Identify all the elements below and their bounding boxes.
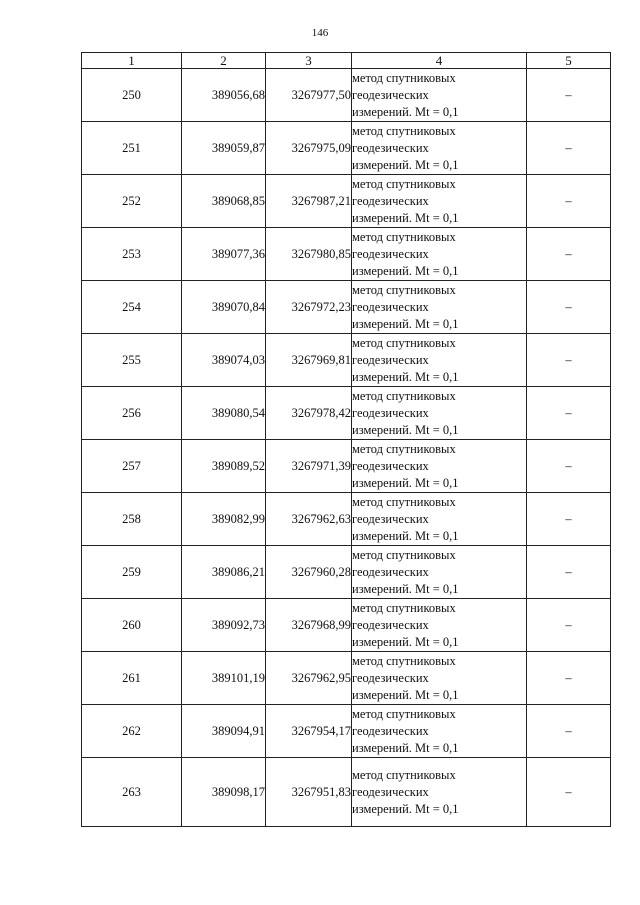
x-coordinate-cell: 389068,85 bbox=[182, 175, 266, 228]
method-cell bbox=[352, 228, 527, 281]
point-number-cell: 260 bbox=[82, 599, 182, 652]
x-coordinate-cell: 389070,84 bbox=[182, 281, 266, 334]
y-coordinate-cell: 3267951,83 bbox=[266, 758, 352, 827]
point-number-cell: 252 bbox=[82, 175, 182, 228]
y-coordinate-cell: 3267971,39 bbox=[266, 440, 352, 493]
table-header-row bbox=[82, 53, 611, 69]
table-row bbox=[82, 122, 611, 175]
x-coordinate-cell: 389089,52 bbox=[182, 440, 266, 493]
method-cell bbox=[352, 599, 527, 652]
x-coordinate-cell: 389082,99 bbox=[182, 493, 266, 546]
y-coordinate-cell: 3267978,42 bbox=[266, 387, 352, 440]
note-cell: – bbox=[527, 122, 611, 175]
method-line: метод спутниковых bbox=[352, 123, 456, 138]
coordinates-table bbox=[81, 52, 611, 827]
page-number: 146 bbox=[311, 27, 329, 39]
method-line: геодезических bbox=[352, 405, 429, 420]
note-cell: – bbox=[527, 387, 611, 440]
note-cell: – bbox=[527, 652, 611, 705]
y-coordinate-cell: 3267962,63 bbox=[266, 493, 352, 546]
method-line: геодезических bbox=[352, 723, 429, 738]
x-coordinate-cell: 389098,17 bbox=[182, 758, 266, 827]
method-cell bbox=[352, 705, 527, 758]
table-row bbox=[82, 440, 611, 493]
method-line: метод спутниковых bbox=[352, 767, 456, 782]
method-line: геодезических bbox=[352, 564, 429, 579]
method-line: геодезических bbox=[352, 617, 429, 632]
note-cell: – bbox=[527, 599, 611, 652]
method-line: измерений. Mt = 0,1 bbox=[352, 475, 459, 490]
note-cell: – bbox=[527, 69, 611, 122]
table-row bbox=[82, 281, 611, 334]
method-line: геодезических bbox=[352, 784, 429, 799]
y-coordinate-cell: 3267987,21 bbox=[266, 175, 352, 228]
method-line: измерений. Mt = 0,1 bbox=[352, 581, 459, 596]
table-row bbox=[82, 228, 611, 281]
method-line: измерений. Mt = 0,1 bbox=[352, 687, 459, 702]
method-line: метод спутниковых bbox=[352, 229, 456, 244]
method-line: измерений. Mt = 0,1 bbox=[352, 528, 459, 543]
y-coordinate-cell: 3267977,50 bbox=[266, 69, 352, 122]
method-cell bbox=[352, 281, 527, 334]
point-number-cell: 250 bbox=[82, 69, 182, 122]
note-cell: – bbox=[527, 705, 611, 758]
note-cell: – bbox=[527, 175, 611, 228]
table-row bbox=[82, 493, 611, 546]
method-line: геодезических bbox=[352, 511, 429, 526]
table-row bbox=[82, 387, 611, 440]
method-line: метод спутниковых bbox=[352, 176, 456, 191]
y-coordinate-cell: 3267975,09 bbox=[266, 122, 352, 175]
point-number-cell: 259 bbox=[82, 546, 182, 599]
method-line: метод спутниковых bbox=[352, 547, 456, 562]
point-number-cell: 261 bbox=[82, 652, 182, 705]
header-cell-2: 2 bbox=[182, 53, 266, 69]
note-cell: – bbox=[527, 334, 611, 387]
method-line: измерений. Mt = 0,1 bbox=[352, 634, 459, 649]
y-coordinate-cell: 3267960,28 bbox=[266, 546, 352, 599]
x-coordinate-cell: 389077,36 bbox=[182, 228, 266, 281]
method-line: метод спутниковых bbox=[352, 653, 456, 668]
method-line: метод спутниковых bbox=[352, 600, 456, 615]
method-line: метод спутниковых bbox=[352, 706, 456, 721]
method-line: геодезических bbox=[352, 87, 429, 102]
table-row bbox=[82, 599, 611, 652]
y-coordinate-cell: 3267969,81 bbox=[266, 334, 352, 387]
method-line: измерений. Mt = 0,1 bbox=[352, 740, 459, 755]
y-coordinate-cell: 3267962,95 bbox=[266, 652, 352, 705]
table-row bbox=[82, 69, 611, 122]
method-line: геодезических bbox=[352, 140, 429, 155]
method-cell bbox=[352, 387, 527, 440]
method-cell bbox=[352, 69, 527, 122]
x-coordinate-cell: 389094,91 bbox=[182, 705, 266, 758]
note-cell: – bbox=[527, 493, 611, 546]
method-cell bbox=[352, 122, 527, 175]
method-cell bbox=[352, 493, 527, 546]
method-line: геодезических bbox=[352, 670, 429, 685]
table-row bbox=[82, 652, 611, 705]
method-cell bbox=[352, 334, 527, 387]
point-number-cell: 263 bbox=[82, 758, 182, 827]
y-coordinate-cell: 3267954,17 bbox=[266, 705, 352, 758]
note-cell: – bbox=[527, 758, 611, 827]
method-line: геодезических bbox=[352, 193, 429, 208]
point-number-cell: 257 bbox=[82, 440, 182, 493]
note-cell: – bbox=[527, 546, 611, 599]
method-line: геодезических bbox=[352, 299, 429, 314]
header-cell-5: 5 bbox=[527, 53, 611, 69]
method-line: метод спутниковых bbox=[352, 282, 456, 297]
header-cell-4: 4 bbox=[352, 53, 527, 69]
table-row bbox=[82, 546, 611, 599]
y-coordinate-cell: 3267968,99 bbox=[266, 599, 352, 652]
table-row bbox=[82, 705, 611, 758]
method-line: измерений. Mt = 0,1 bbox=[352, 316, 459, 331]
x-coordinate-cell: 389101,19 bbox=[182, 652, 266, 705]
point-number-cell: 253 bbox=[82, 228, 182, 281]
y-coordinate-cell: 3267980,85 bbox=[266, 228, 352, 281]
table-row bbox=[82, 175, 611, 228]
method-line: метод спутниковых bbox=[352, 441, 456, 456]
header-cell-3: 3 bbox=[266, 53, 352, 69]
method-line: измерений. Mt = 0,1 bbox=[352, 104, 459, 119]
x-coordinate-cell: 389086,21 bbox=[182, 546, 266, 599]
method-line: измерений. Mt = 0,1 bbox=[352, 422, 459, 437]
method-line: измерений. Mt = 0,1 bbox=[352, 210, 459, 225]
table-row bbox=[82, 758, 611, 827]
method-line: геодезических bbox=[352, 458, 429, 473]
x-coordinate-cell: 389074,03 bbox=[182, 334, 266, 387]
method-cell bbox=[352, 546, 527, 599]
x-coordinate-cell: 389059,87 bbox=[182, 122, 266, 175]
method-line: метод спутниковых bbox=[352, 494, 456, 509]
method-line: измерений. Mt = 0,1 bbox=[352, 157, 459, 172]
method-cell bbox=[352, 758, 527, 827]
method-line: измерений. Mt = 0,1 bbox=[352, 801, 459, 816]
method-cell bbox=[352, 175, 527, 228]
method-cell bbox=[352, 652, 527, 705]
table-row bbox=[82, 334, 611, 387]
point-number-cell: 258 bbox=[82, 493, 182, 546]
method-line: метод спутниковых bbox=[352, 388, 456, 403]
method-line: измерений. Mt = 0,1 bbox=[352, 263, 459, 278]
point-number-cell: 256 bbox=[82, 387, 182, 440]
note-cell: – bbox=[527, 228, 611, 281]
point-number-cell: 255 bbox=[82, 334, 182, 387]
method-cell bbox=[352, 440, 527, 493]
method-line: геодезических bbox=[352, 352, 429, 367]
note-cell: – bbox=[527, 281, 611, 334]
x-coordinate-cell: 389080,54 bbox=[182, 387, 266, 440]
point-number-cell: 251 bbox=[82, 122, 182, 175]
method-line: измерений. Mt = 0,1 bbox=[352, 369, 459, 384]
x-coordinate-cell: 389056,68 bbox=[182, 69, 266, 122]
method-line: метод спутниковых bbox=[352, 70, 456, 85]
y-coordinate-cell: 3267972,23 bbox=[266, 281, 352, 334]
note-cell: – bbox=[527, 440, 611, 493]
point-number-cell: 254 bbox=[82, 281, 182, 334]
point-number-cell: 262 bbox=[82, 705, 182, 758]
x-coordinate-cell: 389092,73 bbox=[182, 599, 266, 652]
header-cell-1: 1 bbox=[82, 53, 182, 69]
method-line: геодезических bbox=[352, 246, 429, 261]
method-line: метод спутниковых bbox=[352, 335, 456, 350]
